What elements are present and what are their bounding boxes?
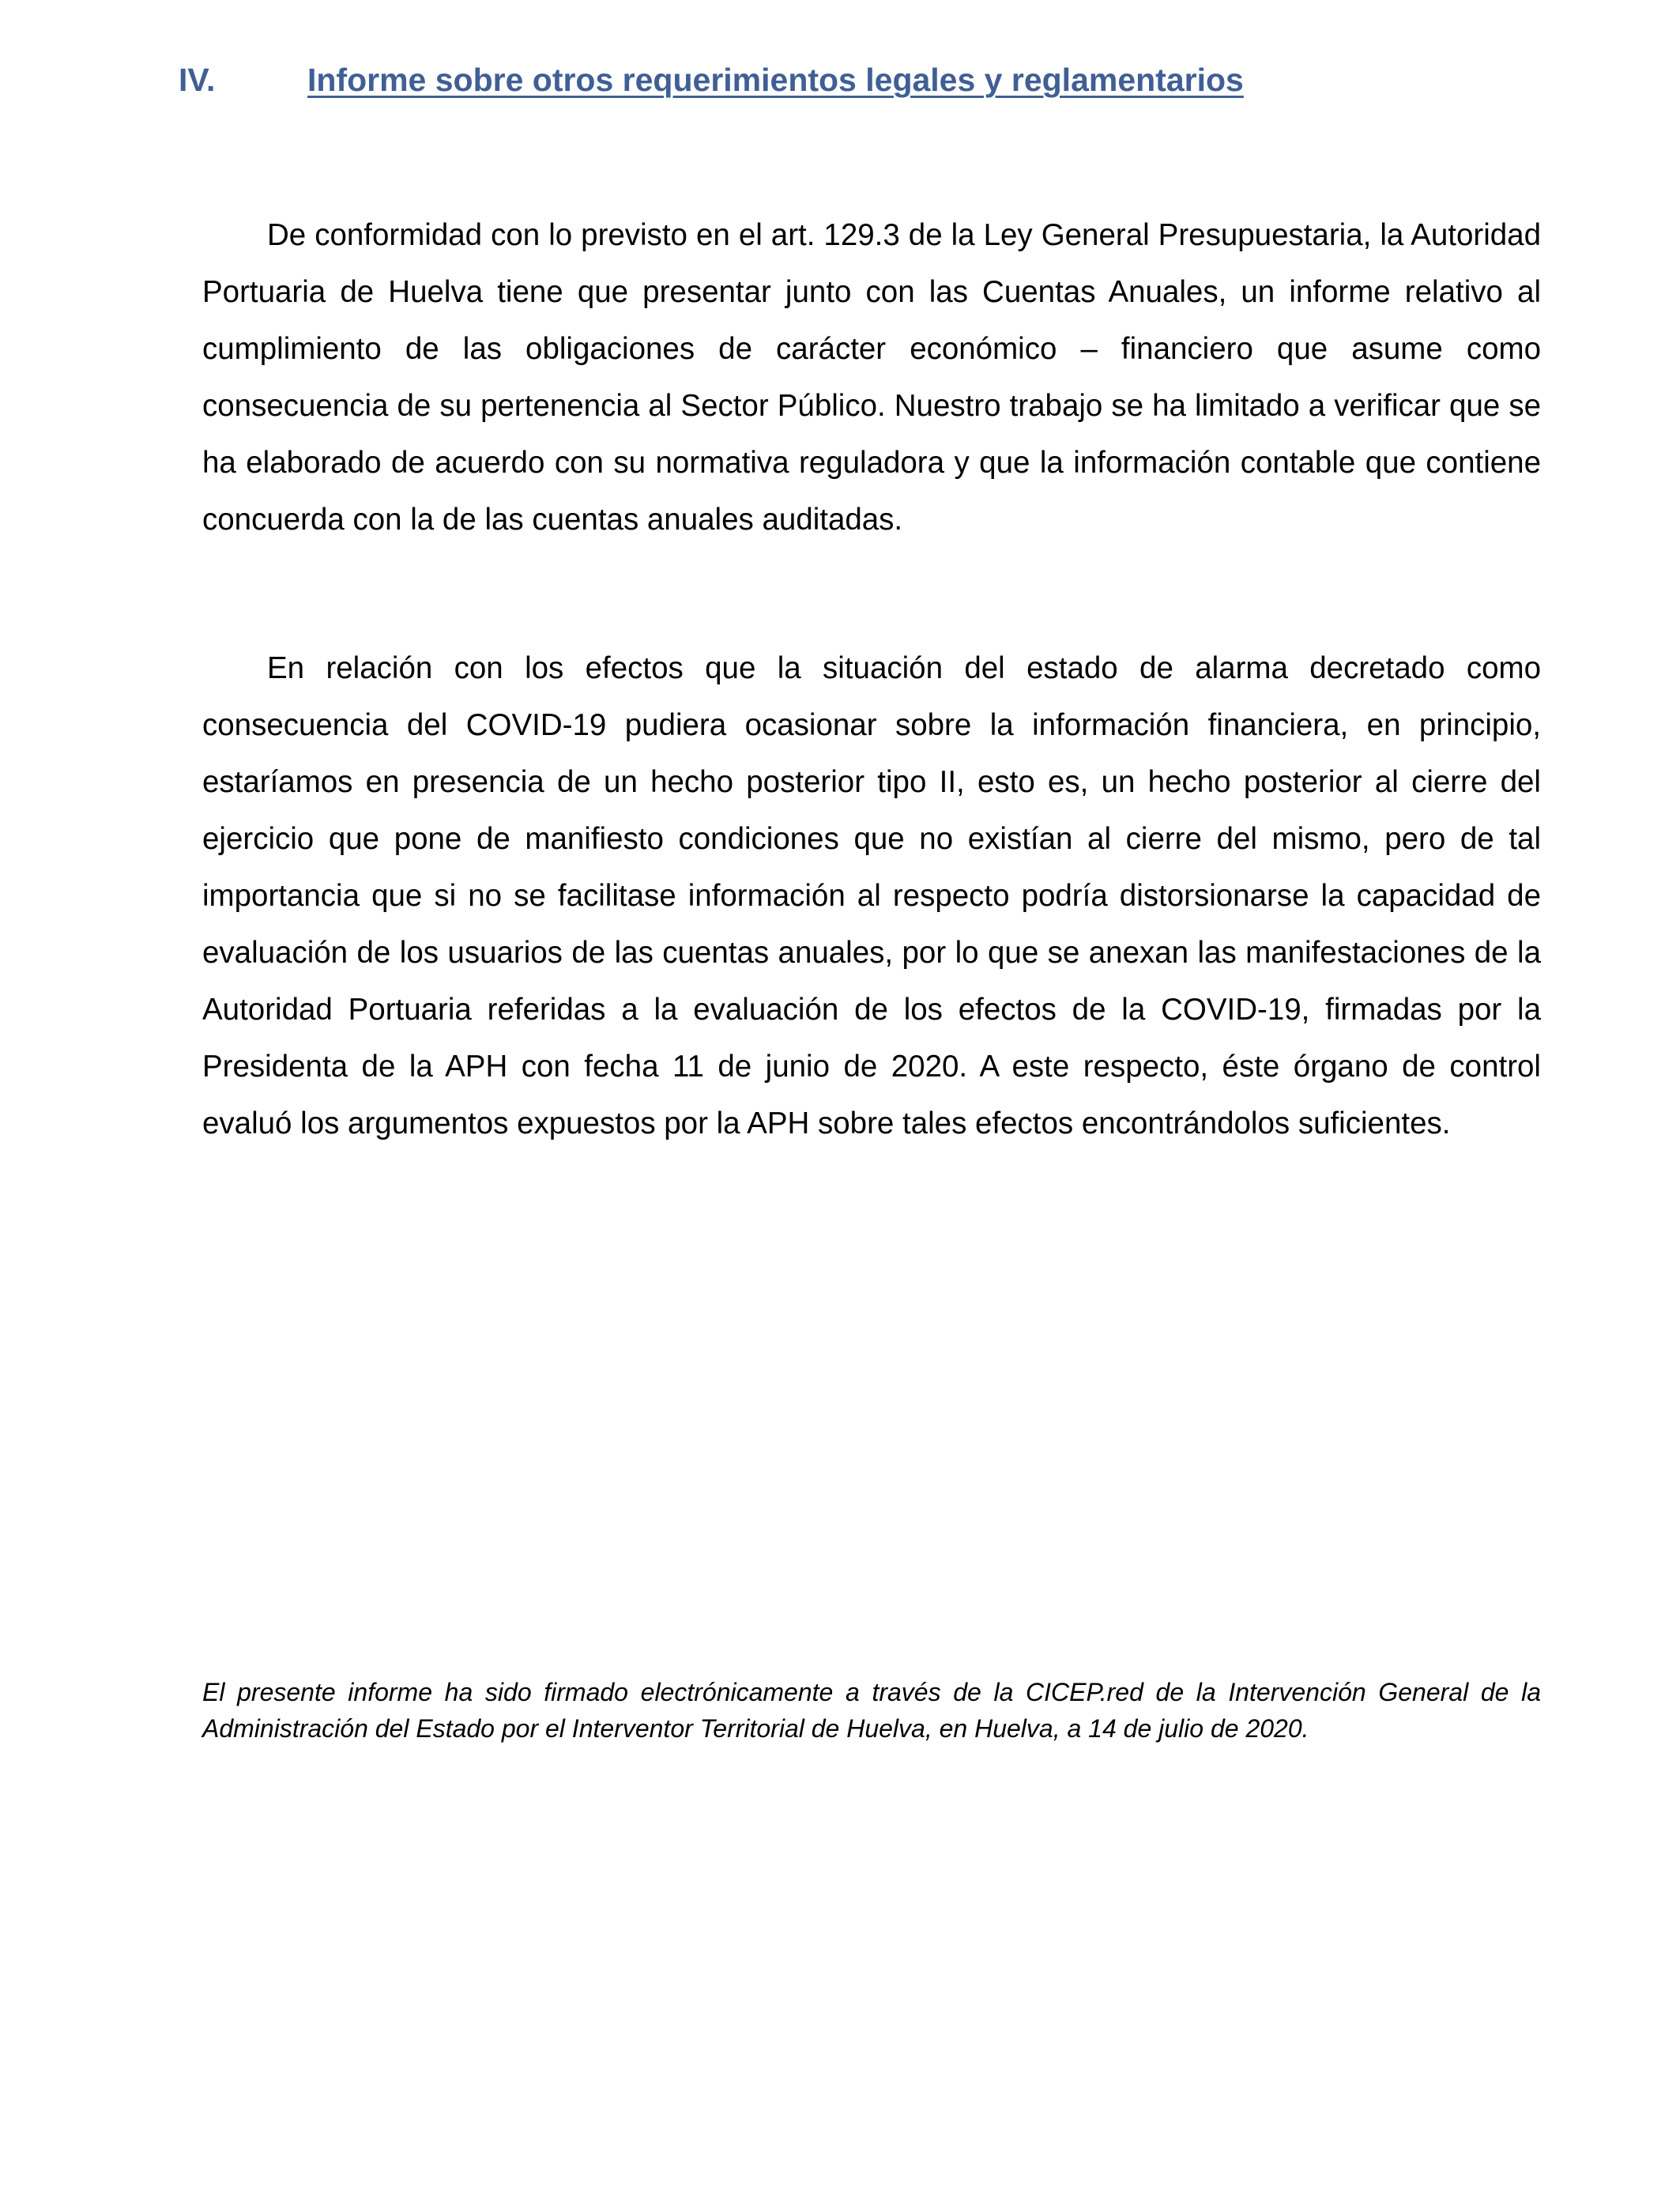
electronic-signature-note: El presente informe ha sido firmado electrónicamente a través de la CICEP.red de la Intervención General de la Administración del Estado por el Interventor Territorial de Huelva, en Huelva, a 14 de julio de 2020. [202, 1678, 1541, 1743]
section-title: Informe sobre otros requerimientos legales y reglamentarios [307, 62, 1244, 98]
paragraph-covid-effects: En relación con los efectos que la situación del estado de alarma decretado como consecuencia del COVID-19 pudiera ocasionar sobre la información financiera, en principio, estaríamos en presencia de un hecho posterior tipo II, esto es, un hecho posterior al cierre del ejercicio que pone de manifiesto condiciones que no existían al cierre del mismo, pero de tal importancia que si no se facilitase información al respecto podría distorsionarse la capacidad de evaluación de los usuarios de las cuentas anuales, por lo que se anexan las manifestaciones de la Autoridad Portuaria referidas a la evaluación de los efectos de la COVID-19, firmadas por la Presidenta de la APH con fecha 11 de junio de 2020. A este respecto, éste órgano de control evaluó los argumentos expuestos por la APH sobre tales efectos encontrándolos suficientes. [202, 651, 1541, 1140]
section-number: IV. [179, 62, 216, 98]
paragraph-legal-requirements: De conformidad con lo previsto en el art. 129.3 de la Ley General Presupuestaria, la Autoridad Portuaria de Huelva tiene que presentar junto con las Cuentas Anuales, un informe relativo al cumplimiento de las obligaciones de carácter económico – financiero que asume como consecuencia de su pertenencia al Sector Público. Nuestro trabajo se ha limitado a verificar que se ha elaborado de acuerdo con su normativa reguladora y que la información contable que contiene concuerda con la de las cuentas anuales auditadas. [202, 218, 1541, 537]
section-heading [179, 62, 1522, 109]
